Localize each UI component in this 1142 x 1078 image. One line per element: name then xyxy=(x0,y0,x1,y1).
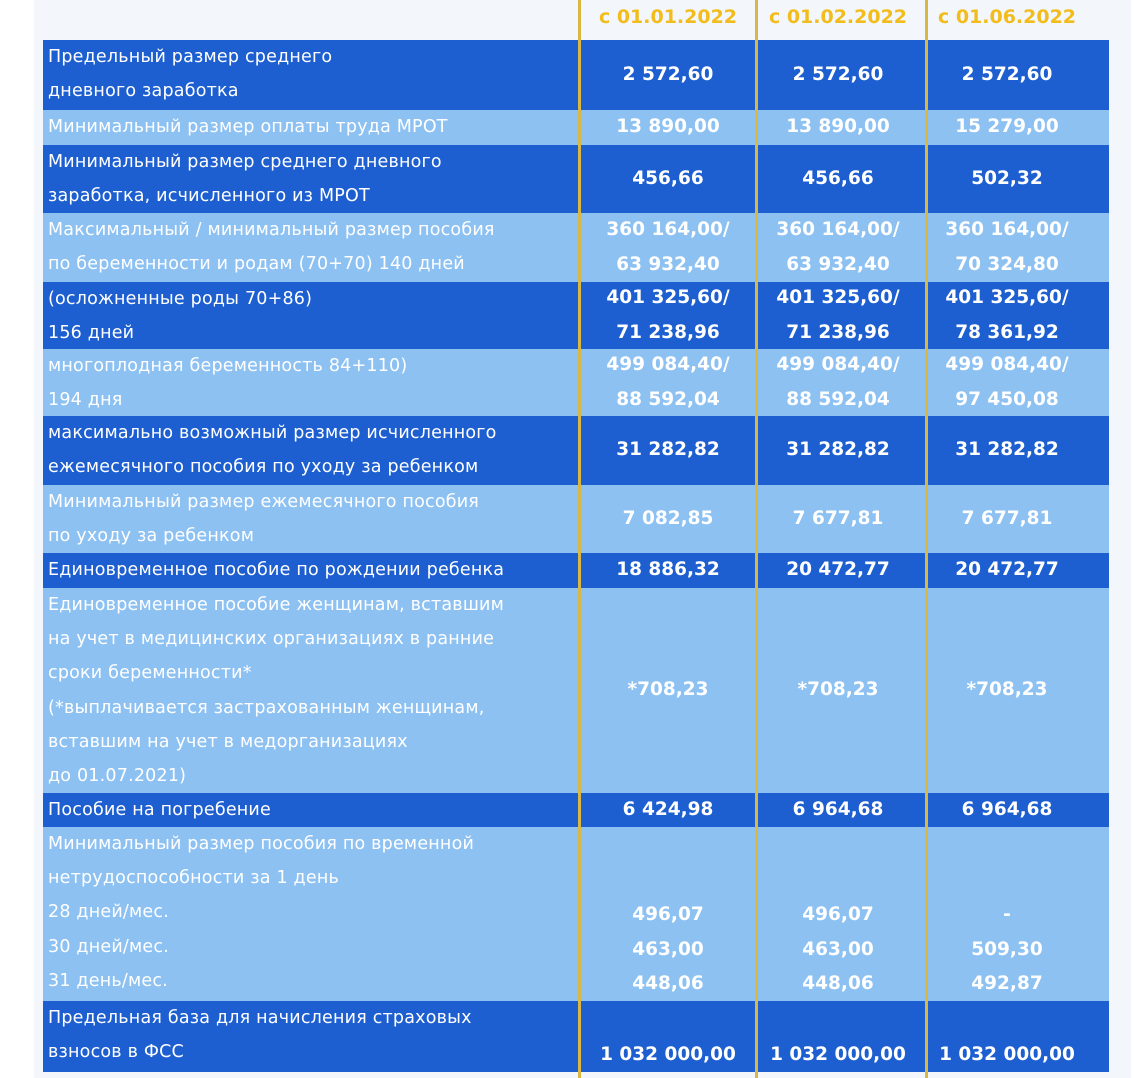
row-label-line: Минимальный размер оплаты труда МРОТ xyxy=(48,117,448,137)
value-cell xyxy=(924,553,1090,588)
value-line: 509,30 xyxy=(971,938,1043,960)
value-line: 13 890,00 xyxy=(616,116,720,138)
value-line: 1 032 000,00 xyxy=(939,1043,1075,1065)
value-line: 6 964,68 xyxy=(792,798,884,820)
table-row-avg-daily-earnings-limit xyxy=(43,40,1109,110)
row-label-line: нетрудоспособности за 1 день xyxy=(48,868,339,889)
value-line: 2 572,60 xyxy=(622,63,714,85)
value-line: 20 472,77 xyxy=(955,559,1059,581)
row-label-line: заработка, исчисленного из МРОТ xyxy=(48,186,370,207)
value-cell xyxy=(585,110,751,145)
row-label-line: Максимальный / минимальный размер пособия xyxy=(48,220,495,240)
value-line: - xyxy=(1003,904,1011,926)
value-line: 13 890,00 xyxy=(786,116,890,138)
row-label-line: взносов в ФСС xyxy=(48,1042,184,1063)
row-label xyxy=(43,793,580,827)
table-row-complicated-birth-156 xyxy=(43,282,1109,349)
value-line: 31 282,82 xyxy=(786,439,890,461)
value-line: 71 238,96 xyxy=(786,321,890,343)
value-cell xyxy=(585,827,751,1001)
value-line: 15 279,00 xyxy=(955,116,1059,138)
value-cell xyxy=(585,145,751,213)
value-line: 18 886,32 xyxy=(616,559,720,581)
value-line: 2 572,60 xyxy=(792,63,884,85)
value-cell xyxy=(585,793,751,827)
value-line: 6 964,68 xyxy=(961,798,1053,820)
value-line: 499 084,40/ xyxy=(945,354,1069,376)
row-label-line: по уходу за ребенком xyxy=(48,526,255,547)
row-label-line: (осложненные роды 70+86) xyxy=(48,289,313,309)
value-line: 70 324,80 xyxy=(955,253,1059,275)
value-line: 88 592,04 xyxy=(616,388,720,410)
row-label-line: Минимальный размер пособия по временной xyxy=(48,834,475,854)
row-label xyxy=(43,1001,580,1072)
value-cell xyxy=(924,416,1090,485)
value-cell xyxy=(585,588,751,793)
value-cell xyxy=(585,1001,751,1072)
value-line: 401 325,60/ xyxy=(776,287,900,309)
row-label-line: 31 день/мес. xyxy=(48,970,168,991)
value-line: 1 032 000,00 xyxy=(600,1043,736,1065)
value-line: 31 282,82 xyxy=(616,439,720,461)
value-cell xyxy=(585,349,751,416)
value-line: 448,06 xyxy=(802,972,874,994)
value-line: 492,87 xyxy=(971,972,1043,994)
value-cell xyxy=(755,145,921,213)
value-cell xyxy=(755,349,921,416)
row-label-line: до 01.07.2021) xyxy=(48,766,187,787)
value-line: 1 032 000,00 xyxy=(770,1043,906,1065)
value-line: *708,23 xyxy=(627,679,709,701)
column-header-2022-01-01: с 01.01.2022 xyxy=(598,6,738,28)
value-line: 456,66 xyxy=(802,167,874,189)
value-line: 360 164,00/ xyxy=(776,219,900,241)
value-line: 401 325,60/ xyxy=(945,287,1069,309)
value-line: 463,00 xyxy=(632,938,704,960)
value-cell xyxy=(755,1001,921,1072)
column-divider xyxy=(578,0,581,1078)
column-divider xyxy=(925,0,928,1078)
table-row-minimum-wage xyxy=(43,110,1109,145)
value-cell xyxy=(924,145,1090,213)
value-cell xyxy=(755,110,921,145)
value-line: 2 572,60 xyxy=(961,63,1053,85)
value-line: 7 677,81 xyxy=(961,507,1053,529)
row-label-line: Минимальный размер ежемесячного пособия xyxy=(48,492,480,512)
table-row-maternity-benefit-140 xyxy=(43,213,1109,282)
value-line: 97 450,08 xyxy=(955,388,1059,410)
row-label-line: на учет в медицинских организациях в ранние xyxy=(48,629,495,650)
table-row-early-registration-benefit xyxy=(43,588,1109,793)
value-cell xyxy=(585,40,751,110)
value-cell xyxy=(924,1001,1090,1072)
table-row-multiple-pregnancy-194 xyxy=(43,349,1109,416)
value-line: 456,66 xyxy=(632,167,704,189)
value-line: 63 932,40 xyxy=(786,253,890,275)
row-label-line: вставшим на учет в медорганизациях xyxy=(48,731,408,752)
row-label-line: Предельная база для начисления страховых xyxy=(48,1008,472,1028)
value-cell xyxy=(924,110,1090,145)
value-line: 20 472,77 xyxy=(786,559,890,581)
value-cell xyxy=(755,553,921,588)
table-row-max-childcare-benefit xyxy=(43,416,1109,485)
table-row-funeral-benefit xyxy=(43,793,1109,827)
row-label xyxy=(43,282,580,349)
row-label-line: 194 дня xyxy=(48,390,123,411)
value-cell xyxy=(924,485,1090,553)
row-label-line: Единовременное пособие женщинам, вставшим xyxy=(48,595,505,615)
value-cell xyxy=(755,827,921,1001)
row-label xyxy=(43,349,580,416)
row-label-line: сроки беременности* xyxy=(48,663,252,684)
row-label-line: максимально возможный размер исчисленного xyxy=(48,423,497,443)
row-label xyxy=(43,213,580,282)
value-cell xyxy=(924,213,1090,282)
value-cell xyxy=(755,793,921,827)
benefits-table xyxy=(43,40,1109,1072)
table-row-birth-lump-sum xyxy=(43,553,1109,588)
row-label xyxy=(43,416,580,485)
value-cell xyxy=(755,40,921,110)
row-label-line: Минимальный размер среднего дневного xyxy=(48,152,442,172)
value-line: 31 282,82 xyxy=(955,439,1059,461)
row-label xyxy=(43,827,580,1001)
value-line: 499 084,40/ xyxy=(776,354,900,376)
row-label-line: по беременности и родам (70+70) 140 дней xyxy=(48,254,465,275)
value-line: 360 164,00/ xyxy=(945,219,1069,241)
value-line: 463,00 xyxy=(802,938,874,960)
table-header xyxy=(43,0,1109,40)
row-label-line: дневного заработка xyxy=(48,81,239,102)
value-line: 401 325,60/ xyxy=(606,287,730,309)
value-line: 7 082,85 xyxy=(622,507,714,529)
column-header-2022-06-01: с 01.06.2022 xyxy=(937,6,1077,28)
value-cell xyxy=(585,213,751,282)
value-line: 360 164,00/ xyxy=(606,219,730,241)
table-row-min-childcare-benefit xyxy=(43,485,1109,553)
value-cell xyxy=(924,40,1090,110)
row-label xyxy=(43,553,580,588)
table-row-min-avg-daily-earnings xyxy=(43,145,1109,213)
value-line: 496,07 xyxy=(802,904,874,926)
row-label xyxy=(43,588,580,793)
value-line: 6 424,98 xyxy=(622,798,714,820)
value-cell xyxy=(585,416,751,485)
column-header-2022-02-01: с 01.02.2022 xyxy=(768,6,908,28)
value-line: 88 592,04 xyxy=(786,388,890,410)
row-label-line: Предельный размер среднего xyxy=(48,47,333,67)
row-label xyxy=(43,40,580,110)
row-label-line: Единовременное пособие по рождении ребенка xyxy=(48,560,505,580)
value-cell xyxy=(924,793,1090,827)
row-label xyxy=(43,145,580,213)
table-row-fss-contribution-base xyxy=(43,1001,1109,1072)
row-label-line: Пособие на погребение xyxy=(48,800,271,820)
value-cell xyxy=(755,588,921,793)
value-cell xyxy=(755,213,921,282)
value-line: 71 238,96 xyxy=(616,321,720,343)
row-label xyxy=(43,485,580,553)
row-label-line: многоплодная беременность 84+110) xyxy=(48,356,408,376)
value-cell xyxy=(585,282,751,349)
row-label xyxy=(43,110,580,145)
row-label-line: 30 дней/мес. xyxy=(48,936,169,957)
row-label-line: 28 дней/мес. xyxy=(48,902,169,923)
row-label-line: (*выплачивается застрахованным женщинам, xyxy=(48,697,485,718)
value-cell xyxy=(924,588,1090,793)
value-line: 499 084,40/ xyxy=(606,354,730,376)
value-cell xyxy=(924,349,1090,416)
value-line: 448,06 xyxy=(632,972,704,994)
value-line: 63 932,40 xyxy=(616,253,720,275)
value-line: 7 677,81 xyxy=(792,507,884,529)
value-cell xyxy=(755,416,921,485)
value-line: 502,32 xyxy=(971,167,1043,189)
value-line: *708,23 xyxy=(797,679,879,701)
value-cell xyxy=(924,827,1090,1001)
value-line: 78 361,92 xyxy=(955,321,1059,343)
value-cell xyxy=(924,282,1090,349)
value-line: *708,23 xyxy=(966,679,1048,701)
value-cell xyxy=(585,553,751,588)
row-label-line: ежемесячного пособия по уходу за ребенком xyxy=(48,457,479,478)
table-row-min-sick-leave-daily xyxy=(43,827,1109,1001)
value-cell xyxy=(755,485,921,553)
row-label-line: 156 дней xyxy=(48,323,135,344)
column-divider xyxy=(755,0,758,1078)
value-line: 496,07 xyxy=(632,904,704,926)
value-cell xyxy=(585,485,751,553)
value-cell xyxy=(755,282,921,349)
